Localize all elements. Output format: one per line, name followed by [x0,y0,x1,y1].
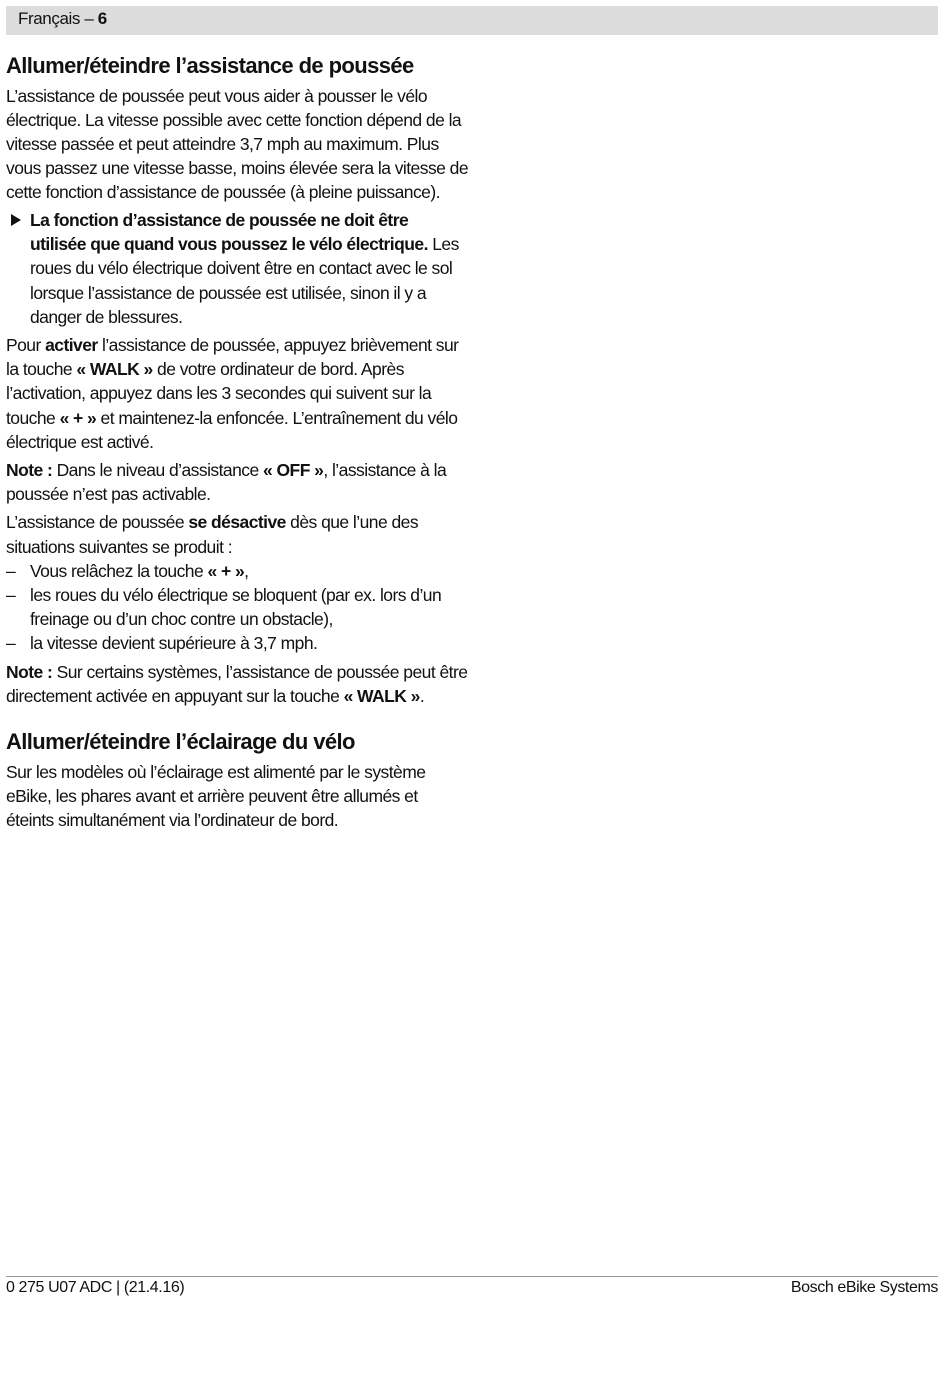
list-item [6,559,468,583]
condition-2-text: les roues du vélo électrique se bloquent (par ex. lors d’un freinage ou d’un choc contre un obstacle), [30,585,442,630]
condition-1-text: Vous relâchez la touche [30,560,208,581]
note1-text-1: Dans le niveau d’assistance [52,460,263,481]
note-walk-direct [6,660,468,708]
footer-divider [6,1276,938,1277]
header-separator: – [80,9,98,28]
note2-text-1: Sur certains systèmes, l’assistance de poussée peut être directement activée en appuyant sur la touche [6,661,468,706]
lighting-text: Sur les modèles où l’éclairage est alimenté par le système eBike, les phares avant et arrière peuvent être allumés et éteints simultanément via l’ordinateur de bord. [6,761,426,830]
walk-key-label: « WALK » [343,685,420,706]
deactivate-intro [6,510,468,558]
activate-text-4: et maintenez-la enfoncée. L’entraînement du vélo électrique est activé. [6,407,458,452]
condition-1-end: , [244,560,249,581]
main-column [6,52,468,832]
warning-text: Les roues du vélo électrique doivent être en contact avec le sol lorsque l’assistance de poussée est utilisée, sinon il y a danger de blessures. [30,234,459,327]
note1-text-2: , l’assistance à la poussée n’est pas activable. [6,460,447,505]
list-item [6,631,468,655]
note-off-level [6,458,468,506]
deactivation-conditions-list [6,559,468,656]
warning-bold-text: La fonction d’assistance de poussée ne doit être utilisée que quand vous poussez le vélo électrique. [30,210,428,255]
activate-text-2: l’assistance de poussée, appuyez brièvement sur la touche [6,335,459,380]
section-title-push-assist: Allumer/éteindre l’assistance de poussée [6,53,414,78]
page-header [18,9,107,29]
page-number: 6 [97,9,107,28]
condition-1-key: « + » [207,560,245,581]
activate-instructions [6,333,468,454]
plus-key-label: « + » [59,407,97,428]
deactivate-text-2: dès que l’une des situations suivantes se produit : [6,512,419,557]
list-item [6,583,468,631]
activate-text-1: Pour [6,335,46,356]
footer-doc-ref: 0 275 U07 ADC | (21.4.16) [6,1279,185,1296]
off-level-label: « OFF » [263,460,324,481]
walk-key-label: « WALK » [76,359,153,380]
deactivate-bold: se désactive [188,512,286,533]
safety-warning [6,208,468,329]
warning-arrow-icon [11,214,21,226]
push-assist-intro: L’assistance de poussée peut vous aider à pousser le vélo électrique. La vitesse possible avec cette fonction dépend de la vitesse passée et peut atteindre 3,7 mph au maximum. Plus vous passez une vitesse basse, moins élevée sera la vitesse de cette fonction d’assistance de poussée (à pleine puissance). [6,85,469,203]
dash-bullet: – [6,560,16,581]
dash-bullet: – [6,585,16,606]
condition-3-text: la vitesse devient supérieure à 3,7 mph. [30,633,318,654]
activate-text-3: de votre ordinateur de bord. Après l’activation, appuyez dans les 3 secondes qui suivent sur la touche [6,359,432,428]
header-language: Français [18,9,80,28]
note-label: Note : [6,460,53,481]
deactivate-text-1: L’assistance de poussée [6,512,189,533]
footer-brand: Bosch eBike Systems [790,1279,938,1296]
page-header-bar [6,6,938,35]
note-label: Note : [6,661,53,682]
dash-bullet: – [6,633,16,654]
section-title-lighting: Allumer/éteindre l’éclairage du vélo [6,729,355,755]
activate-bold-activer: activer [45,335,98,356]
note2-text-2: . [419,685,425,706]
